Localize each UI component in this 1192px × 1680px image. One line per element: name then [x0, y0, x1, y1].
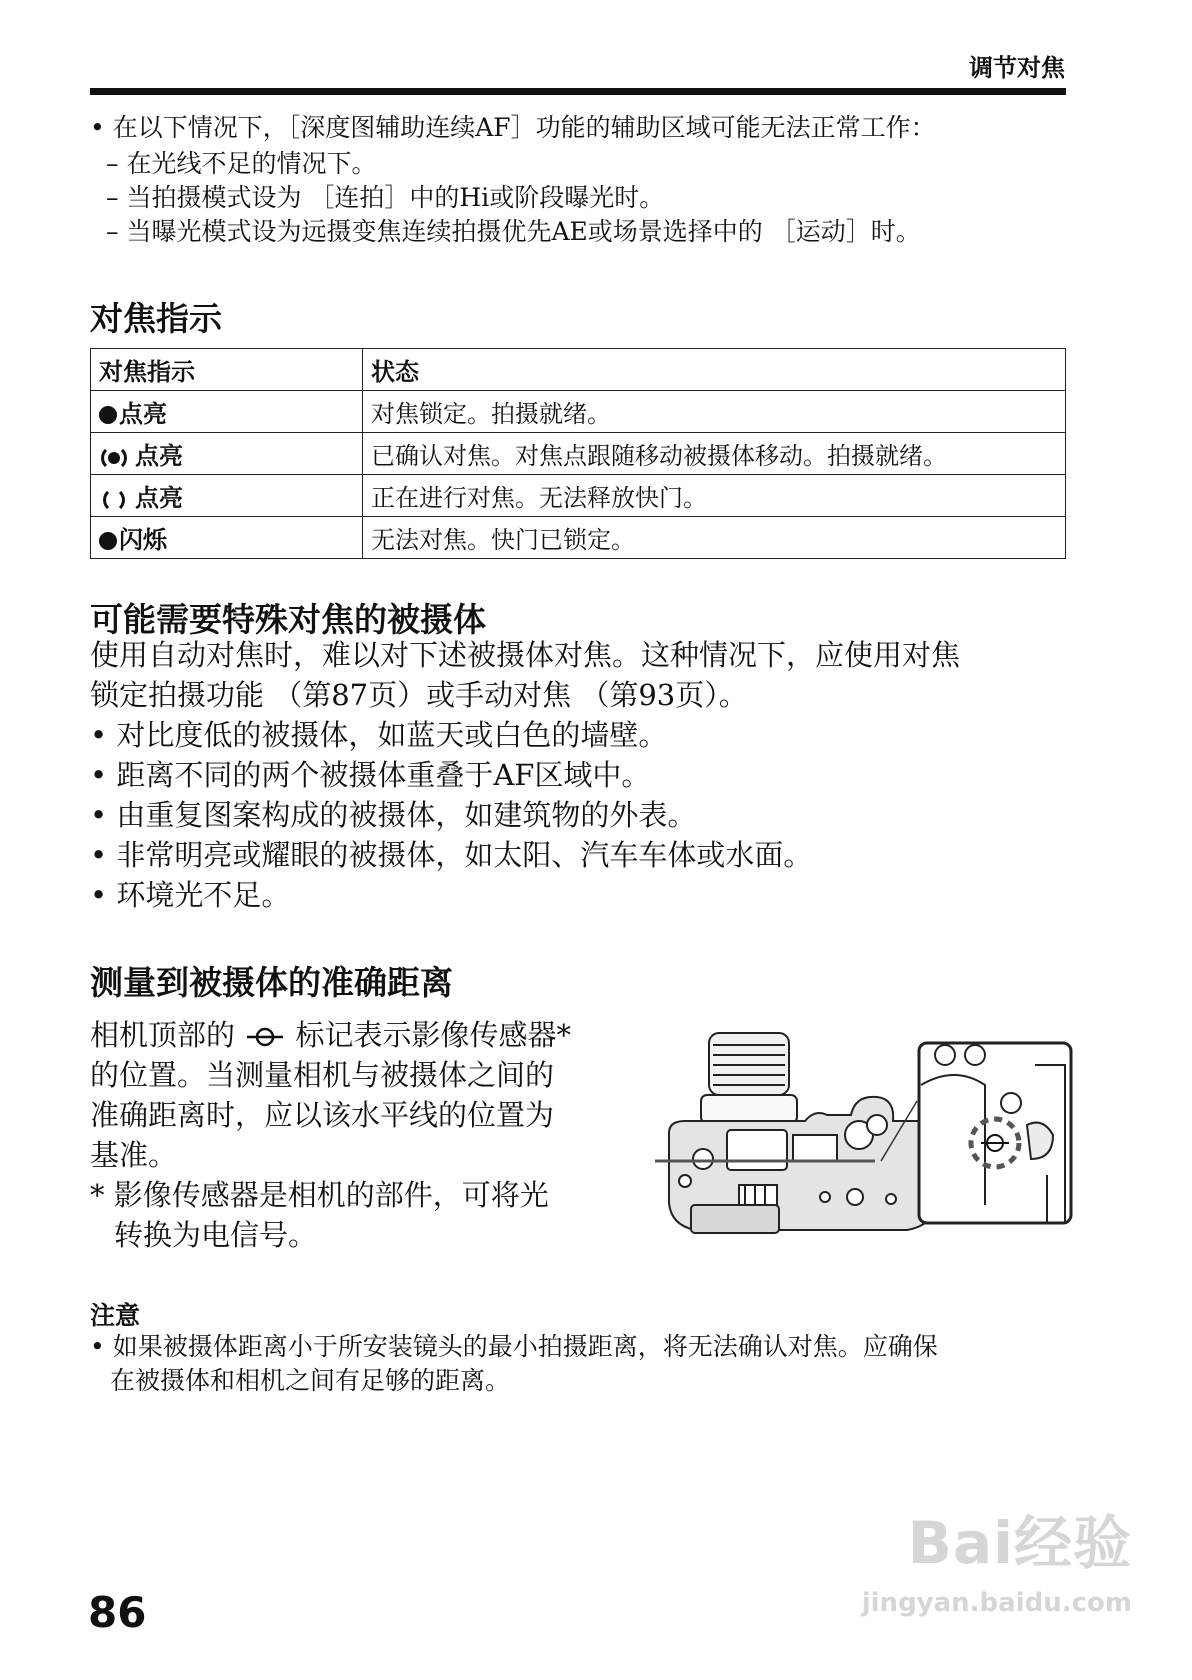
footnote-line: * 影像传感器是相机的部件，可将光: [90, 1178, 549, 1212]
table-cell-indicator: 点亮: [91, 391, 363, 433]
note-item: – 当曝光模式设为远摄变焦连续拍摄优先AE或场景选择中的 ［运动］时。: [106, 217, 921, 246]
page-number: 86: [88, 1588, 147, 1637]
watermark-brand: Bai经验: [907, 1509, 1132, 1577]
table-row: [91, 433, 1066, 475]
focus-dot-icon: [99, 406, 117, 424]
bullet-glyph: •: [90, 718, 108, 752]
note-item: – 当拍摄模式设为 ［连拍］中的Hi或阶段曝光时。: [106, 183, 665, 212]
table-header-cell: 状态: [363, 349, 1066, 391]
table-cell-indicator: 点亮: [91, 475, 363, 517]
bullet-glyph: •: [90, 798, 108, 832]
section-heading-special-subjects: 可能需要特殊对焦的被摄体: [90, 600, 486, 639]
dash-glyph: –: [106, 217, 119, 246]
table-header-row: [91, 349, 1066, 391]
table-cell-status: 对焦锁定。拍摄就绪。: [363, 391, 1066, 433]
running-header: 调节对焦: [969, 54, 1065, 82]
paragraph-line: 相机顶部的 标记表示影像传感器*: [90, 1018, 571, 1052]
caution-line: • 如果被摄体距离小于所安装镜头的最小拍摄距离，将无法确认对焦。应确保: [90, 1332, 938, 1361]
note-item: – 在光线不足的情况下。: [106, 149, 377, 178]
focus-dot-with-arcs-icon: [99, 447, 129, 469]
camera-top-illustration: [655, 1025, 1075, 1245]
bullet-glyph: •: [90, 1332, 105, 1361]
paragraph-line: 锁定拍摄功能 （第87页）或手动对焦 （第93页）。: [90, 678, 748, 712]
header-rule: [90, 88, 1066, 95]
list-item: • 对比度低的被摄体，如蓝天或白色的墙壁。: [90, 718, 668, 752]
paragraph-line: 使用自动对焦时，难以对下述被摄体对焦。这种情况下，应使用对焦: [90, 638, 961, 672]
table-row: [91, 517, 1066, 559]
table-cell-status: 无法对焦。快门已锁定。: [363, 517, 1066, 559]
footnote-mark: *: [90, 1178, 105, 1212]
table-cell-status: 已确认对焦。对焦点跟随移动被摄体移动。拍摄就绪。: [363, 433, 1066, 475]
table-row: [91, 391, 1066, 433]
focus-indicator-table: [90, 348, 1066, 559]
watermark-url: jingyan.baidu.com: [861, 1588, 1132, 1618]
table-cell-indicator: 点亮: [91, 433, 363, 475]
table-cell-indicator: 闪烁: [91, 517, 363, 559]
dash-glyph: –: [106, 149, 119, 178]
table-row: [91, 475, 1066, 517]
dash-glyph: –: [106, 183, 119, 212]
bullet-glyph: •: [90, 878, 108, 912]
focus-dot-icon: [99, 532, 117, 550]
section-heading-distance: 测量到被摄体的准确距离: [90, 963, 453, 1002]
section-heading-focus-indicator: 对焦指示: [90, 299, 222, 338]
caution-line: 在被摄体和相机之间有足够的距离。: [110, 1366, 511, 1395]
focus-arcs-icon: [99, 489, 129, 511]
bullet-glyph: •: [90, 758, 108, 792]
footnote-line: 转换为电信号。: [114, 1218, 318, 1252]
table-header-cell: 对焦指示: [91, 349, 363, 391]
paragraph-line: 基准。: [90, 1138, 178, 1172]
bullet-glyph: •: [90, 838, 108, 872]
paragraph-line: 准确距离时，应以该水平线的位置为: [90, 1098, 555, 1132]
paragraph-line: 的位置。当测量相机与被摄体之间的: [90, 1058, 555, 1092]
list-item: • 非常明亮或耀眼的被摄体，如太阳、汽车车体或水面。: [90, 838, 813, 872]
bullet-glyph: •: [90, 113, 105, 142]
image-sensor-mark-icon: [246, 1026, 284, 1048]
table-cell-status: 正在进行对焦。无法释放快门。: [363, 475, 1066, 517]
list-item: • 由重复图案构成的被摄体，如建筑物的外表。: [90, 798, 697, 832]
caution-heading: 注意: [90, 1301, 141, 1330]
list-item: • 距离不同的两个被摄体重叠于AF区域中。: [90, 758, 651, 792]
list-item: • 环境光不足。: [90, 878, 291, 912]
note-intro: • 在以下情况下，［深度图辅助连续AF］功能的辅助区域可能无法正常工作：: [90, 113, 936, 142]
